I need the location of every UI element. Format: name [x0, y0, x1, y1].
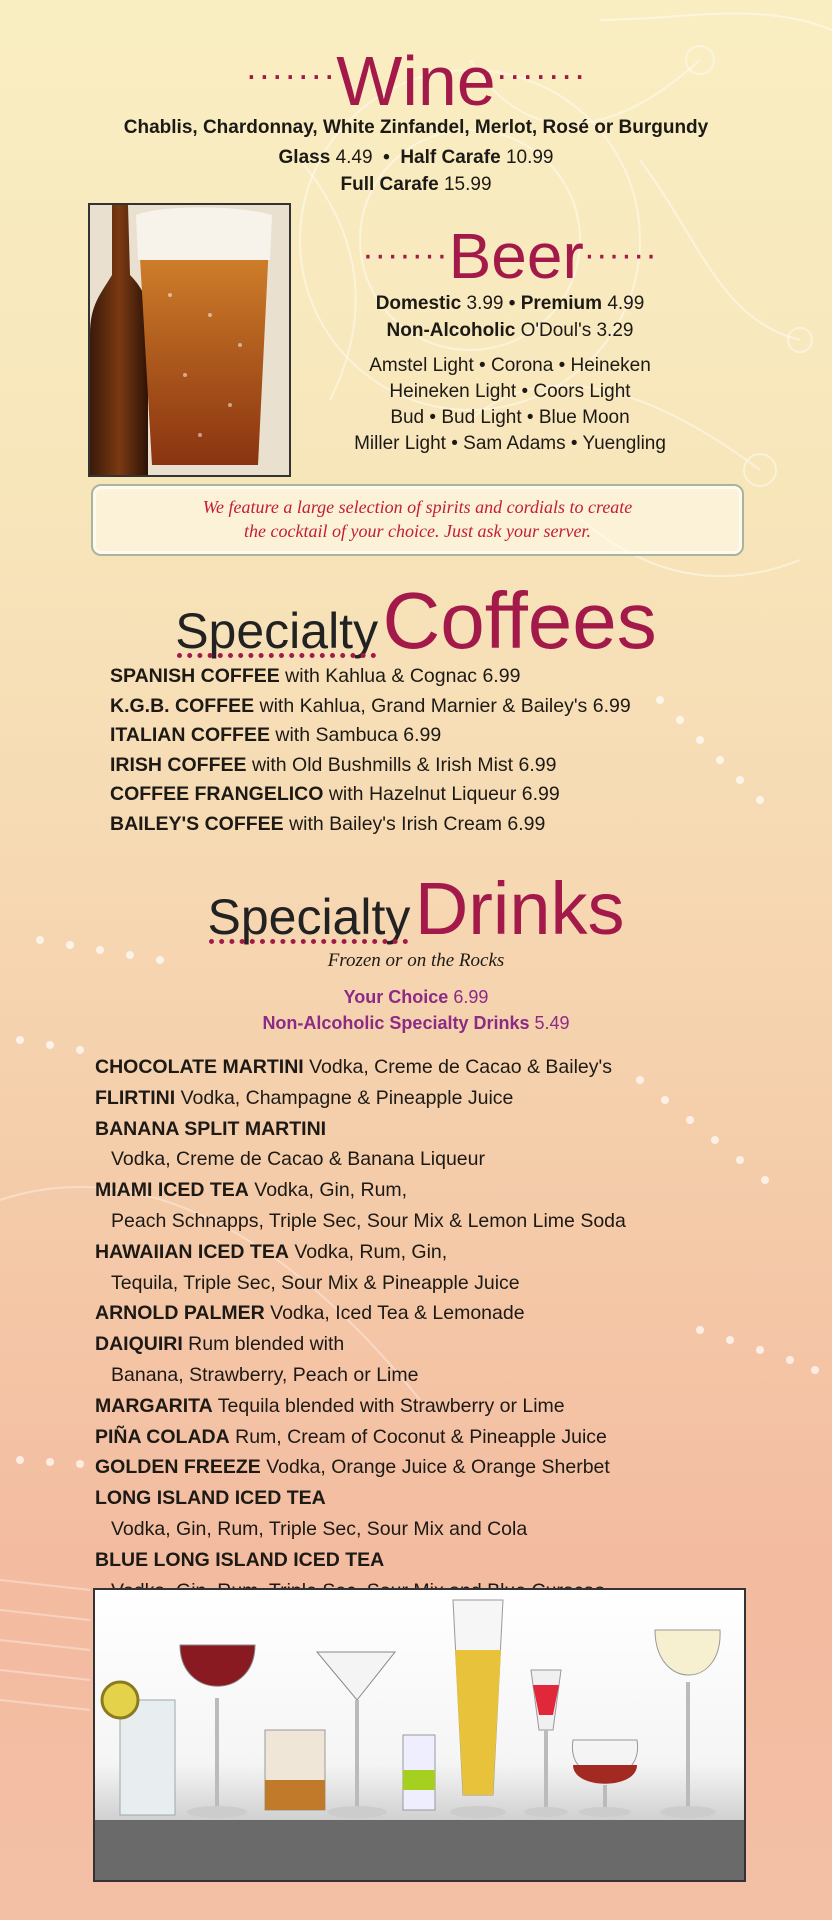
list-item [110, 780, 631, 810]
item-desc: Tequila, Triple Sec, Sour Mix & Pineapple Juice [111, 1271, 520, 1294]
item-desc: Vodka, Iced Tea & Lemonade [270, 1302, 525, 1325]
premium-label: Premium [520, 293, 603, 314]
list-item [110, 721, 631, 751]
item-name: SPANISH COFFEE [110, 665, 280, 687]
item-desc: Rum, Cream of Coconut & Pineapple Juice [235, 1425, 607, 1448]
domestic-label: Domestic [375, 293, 462, 314]
beer-heading [300, 220, 720, 291]
item-name: IRISH COFFEE [110, 753, 247, 776]
beer-price-line-2 [300, 317, 720, 344]
item-name: FLIRTINI [95, 1086, 176, 1109]
coffee-list [110, 662, 631, 839]
beer-photo [88, 203, 291, 477]
item-desc: Vodka, Champagne & Pineapple Juice [180, 1086, 514, 1109]
nonalc-drinks-price: 5.49 [534, 1013, 570, 1033]
list-item [95, 1452, 626, 1483]
coffees-heading-big: Coffees [382, 576, 657, 665]
drinks-list [95, 1052, 626, 1606]
item-name: GOLDEN FREEZE [95, 1456, 261, 1479]
item-name: K.G.B. COFFEE [110, 694, 255, 717]
wine-title: Wine [336, 42, 496, 120]
spirits-notice-text [93, 495, 742, 543]
beer-brands [300, 353, 720, 457]
item-desc: with Kahlua, Grand Marnier & Bailey's 6.99 [259, 694, 631, 717]
drinks-heading [0, 866, 832, 951]
nonalc-drinks-line [0, 1010, 832, 1036]
full-carafe-label: Full Carafe [340, 174, 439, 195]
list-item [95, 1422, 626, 1453]
your-choice-label: Your Choice [343, 987, 449, 1007]
beer-brand-line: Miller Light • Sam Adams • Yuengling [354, 433, 666, 454]
cocktail-glasses-icon [95, 1590, 744, 1880]
wine-dots-right: ······· [495, 54, 587, 95]
beer-dots-right: ······ [583, 236, 658, 274]
item-desc: Peach Schnapps, Triple Sec, Sour Mix & Lemon Lime Soda [111, 1209, 626, 1232]
item-name: BLUE LONG ISLAND ICED TEA [95, 1548, 385, 1571]
item-name: PIÑA COLADA [95, 1425, 230, 1448]
dotted-underline [177, 653, 376, 658]
wine-prices [0, 144, 832, 198]
list-item [95, 1083, 626, 1114]
item-name: MIAMI ICED TEA [95, 1179, 249, 1202]
drinks-heading-small [207, 888, 410, 946]
item-desc: Vodka, Creme de Cacao & Bailey's [309, 1056, 613, 1078]
specialty-word: Specialty [207, 889, 411, 945]
wine-varieties: Chablis, Chardonnay, White Zinfandel, Merlot, Rosé or Burgundy [123, 117, 709, 138]
your-choice-line [0, 984, 832, 1010]
beer-brand-line: Bud • Bud Light • Blue Moon [390, 407, 630, 428]
item-desc: Vodka, Gin, Rum, Triple Sec, Sour Mix and Cola [111, 1517, 528, 1540]
list-item [95, 1237, 626, 1268]
list-item [110, 751, 631, 781]
drinks-pricing [0, 984, 832, 1036]
item-desc: Rum blended with [188, 1333, 345, 1356]
beer-dots-left: ······· [362, 236, 449, 274]
item-desc: Vodka, Rum, Gin, [294, 1240, 448, 1263]
item-name: DAIQUIRI [95, 1333, 183, 1356]
half-carafe-price: 10.99 [505, 147, 554, 168]
beer-brand-line: Heineken Light • Coors Light [389, 381, 631, 402]
beer-glass-icon [90, 205, 289, 475]
glass-label: Glass [278, 147, 331, 168]
item-desc: Vodka, Gin, Rum, [254, 1179, 408, 1202]
item-desc: Tequila blended with Strawberry or Lime [217, 1394, 565, 1417]
item-name: MARGARITA [95, 1394, 213, 1417]
list-item [95, 1175, 626, 1206]
list-item [95, 1391, 626, 1422]
item-desc: Vodka, Orange Juice & Orange Sherbet [266, 1456, 610, 1479]
list-item [95, 1483, 626, 1514]
notice-line-2: the cocktail of your choice. Just ask your server. [244, 521, 591, 541]
beer-brand-line: Amstel Light • Corona • Heineken [369, 355, 651, 376]
beer-prices [300, 290, 720, 344]
wine-heading [0, 35, 832, 121]
drinks-photo [93, 1588, 746, 1882]
item-name: ARNOLD PALMER [95, 1302, 265, 1325]
item-name: CHOCOLATE MARTINI [95, 1056, 304, 1078]
nonalc-beer-label: Non-Alcoholic [386, 320, 516, 341]
domestic-price: 3.99 [466, 293, 504, 314]
spirits-notice-box [91, 484, 744, 556]
item-desc: with Sambuca 6.99 [275, 724, 442, 746]
your-choice-price: 6.99 [453, 987, 489, 1007]
bullet: • [508, 293, 516, 314]
coffees-heading [0, 575, 832, 667]
notice-line-1: We feature a large selection of spirits and cordials to create [202, 497, 633, 517]
wine-dots-left: ······· [245, 54, 337, 95]
bullet: • [383, 147, 390, 168]
item-name: ITALIAN COFFEE [110, 724, 270, 746]
drinks-subtitle: Frozen or on the Rocks [327, 950, 505, 971]
nonalc-drinks-label: Non-Alcoholic Specialty Drinks [262, 1013, 530, 1033]
specialty-word: Specialty [175, 603, 379, 659]
item-name: LONG ISLAND ICED TEA [95, 1487, 326, 1510]
list-item [95, 1329, 626, 1360]
half-carafe-label: Half Carafe [400, 147, 501, 168]
item-desc: with Kahlua & Cognac 6.99 [285, 665, 521, 687]
item-name: BAILEY'S COFFEE [110, 812, 284, 835]
list-item [110, 810, 631, 840]
list-item [110, 692, 631, 722]
item-name: BANANA SPLIT MARTINI [95, 1117, 327, 1140]
list-item [110, 662, 631, 692]
list-item [95, 1052, 626, 1083]
full-carafe-price: 15.99 [443, 174, 492, 195]
item-desc: with Hazelnut Liqueur 6.99 [328, 783, 560, 805]
item-name: HAWAIIAN ICED TEA [95, 1240, 289, 1263]
wine-price-line-1 [0, 144, 832, 171]
beer-title: Beer [448, 220, 584, 292]
list-item [95, 1298, 626, 1329]
item-desc: Banana, Strawberry, Peach or Lime [111, 1363, 419, 1386]
item-desc: Vodka, Creme de Cacao & Banana Liqueur [111, 1148, 485, 1171]
nonalc-beer-text: O'Doul's 3.29 [520, 320, 634, 341]
beer-price-line-1 [300, 290, 720, 317]
premium-price: 4.99 [607, 293, 645, 314]
glass-price: 4.49 [335, 147, 373, 168]
dotted-underline [209, 939, 408, 944]
item-name: COFFEE FRANGELICO [110, 783, 324, 805]
list-item [95, 1114, 626, 1145]
item-desc: with Old Bushmills & Irish Mist 6.99 [251, 753, 557, 776]
list-item [95, 1545, 626, 1576]
coffees-heading-small [175, 602, 378, 660]
wine-price-line-2 [0, 171, 832, 198]
drinks-heading-big: Drinks [414, 867, 625, 950]
item-desc: with Bailey's Irish Cream 6.99 [289, 812, 546, 835]
